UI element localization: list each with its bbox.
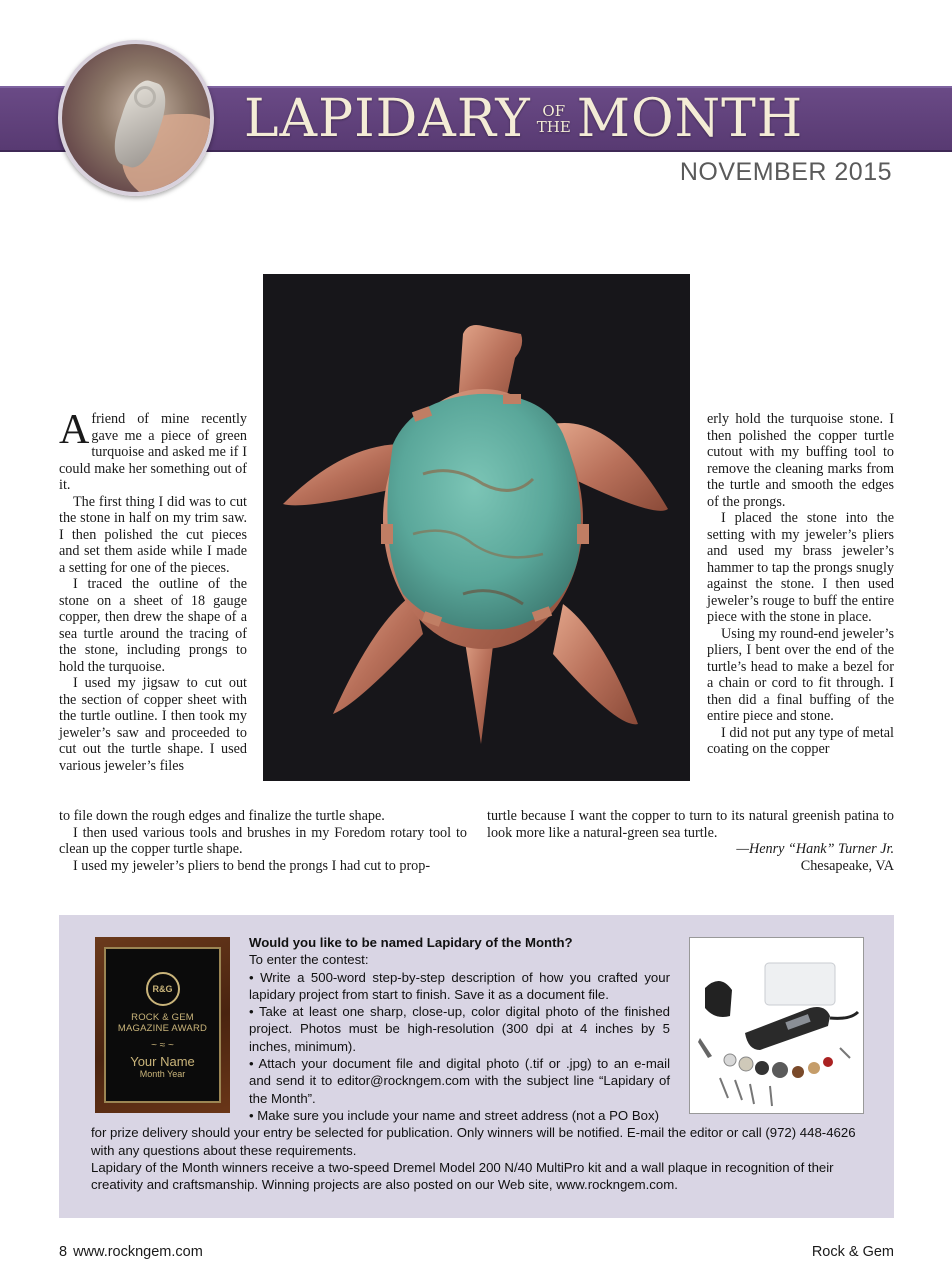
article-paragraph: turtle because I want the copper to turn to its natural greenish patina to look more like a natural-green sea turtle. xyxy=(487,808,894,841)
article-right-column xyxy=(707,411,894,758)
author-signature: —Henry “Hank” Turner Jr. xyxy=(736,841,894,857)
article-paragraph: to file down the rough edges and finalize the turtle shape. xyxy=(59,808,385,824)
plaque-award-line1: ROCK & GEM xyxy=(131,1011,194,1023)
plaque-award-line2: MAGAZINE AWARD xyxy=(117,1022,208,1034)
article-paragraph: Using my round-end jeweler’s pliers, I bent over the end of the turtle’s head to make a bezel for a chain or cord to fit through. I then did a final buffing of the entire piece and stone. xyxy=(707,625,894,724)
contest-closing: Lapidary of the Month winners receive a two-speed Dremel Model 200 N/40 MultiPro kit and a wall plaque in recognition of their creativity and craftsmanship. Winning projects are also posted on our Web site, www.rockngem.com. xyxy=(91,1159,834,1193)
article-bottom-left xyxy=(59,808,467,874)
article-paragraph xyxy=(59,407,247,494)
article-paragraph: erly hold the turquoise stone. I then polished the copper turtle cutout with my buffing tool to remove the cleaning marks from the turtle and smooth the edges of the prongs. xyxy=(707,411,894,510)
footer-website: www.rockngem.com xyxy=(73,1244,203,1260)
contest-bullet-continued: for prize delivery should your entry be selected for publication. Only winners will be notified. E-mail the editor or call (972) 448-4626 with any questions about these requirements. xyxy=(91,1125,856,1158)
plaque-name: Your Name xyxy=(130,1053,195,1069)
article-paragraph: I placed the stone into the setting with my jeweler’s pliers and used my brass jeweler’s hammer to tap the prongs snugly against the stone. I then used jeweler’s rouge to buff the entire piece with the stone in place. xyxy=(707,510,894,625)
author-location: Chesapeake, VA xyxy=(800,857,894,874)
page-number: 8 xyxy=(59,1244,68,1260)
contest-bullet: • Attach your document file and digital photo (.tif or .jpg) to an e-mail and send it to editor@rockngem.com with the subject line “Lapidary of the Month”. xyxy=(249,1056,670,1106)
article-left-column xyxy=(59,407,247,774)
header-medallion-photo xyxy=(58,40,214,196)
contest-bullet: • Write a 500-word step-by-step description of how you crafted your lapidary project from start to finish. Save it as a document file. xyxy=(249,969,670,1002)
footer-left xyxy=(59,1244,203,1260)
article-paragraph-text: friend of mine recently gave me a piece of green turquoise and asked me if I could make her something out of it. xyxy=(59,411,247,493)
issue-date: NOVEMBER 2015 xyxy=(679,158,892,186)
turtle-pendant-illustration xyxy=(263,274,690,781)
article-paragraph: The first thing I did was to cut the stone in half on my trim saw. I then polished the cut pieces and set them aside while I made a setting for one of the pieces. xyxy=(59,493,247,576)
article-paragraph: I then used various tools and brushes in my Foredom rotary tool to clean up the copper turtle shape. xyxy=(59,824,467,857)
article-bottom-right xyxy=(487,808,894,874)
title-word-month: MONTH xyxy=(576,89,804,149)
contest-bullet: • Take at least one sharp, close-up, color digital photo of the finished project. Photos must be high-resolution (300 dpi at 4 inches by 5 inches, minimum). xyxy=(249,1004,670,1054)
turtle-pendant-photo xyxy=(263,274,690,781)
footer-magazine-name: Rock & Gem xyxy=(811,1244,894,1260)
plaque-flourish: ~ ≈ ~ xyxy=(151,1039,174,1051)
article-paragraph: I traced the outline of the stone on a sheet of 18 gauge copper, then drew the shape of a sea turtle around the tracing of the stone, including prongs to hold the turquoise. xyxy=(59,576,247,675)
rock-gem-logo: R&G xyxy=(146,972,180,1006)
plaque-date: Month Year xyxy=(139,1068,186,1079)
medallion-spiral xyxy=(134,86,156,108)
article-paragraph: I did not put any type of metal coating on the copper xyxy=(707,724,894,757)
drop-cap: A xyxy=(59,407,90,453)
contest-instructions xyxy=(91,934,875,1193)
contest-bullet: • Make sure you include your name and street address (not a PO Box) xyxy=(249,1107,659,1123)
contest-heading: Would you like to be named Lapidary of the Month? xyxy=(249,935,573,950)
title-of-the xyxy=(537,103,571,135)
title-the: THE xyxy=(536,118,571,136)
contest-intro: To enter the contest: xyxy=(249,952,369,968)
article-paragraph: I used my jigsaw to cut out the section of copper sheet with the turtle outline. I then took my jeweler’s saw and proceeded to cut out the turtle shape. I used various jeweler’s files xyxy=(59,675,247,774)
title-word-lapidary: LAPIDARY xyxy=(244,89,531,149)
page-title xyxy=(244,88,803,150)
title-of: OF xyxy=(542,102,566,120)
article-paragraph: I used my jeweler’s pliers to bend the prongs I had cut to prop- xyxy=(73,857,431,874)
